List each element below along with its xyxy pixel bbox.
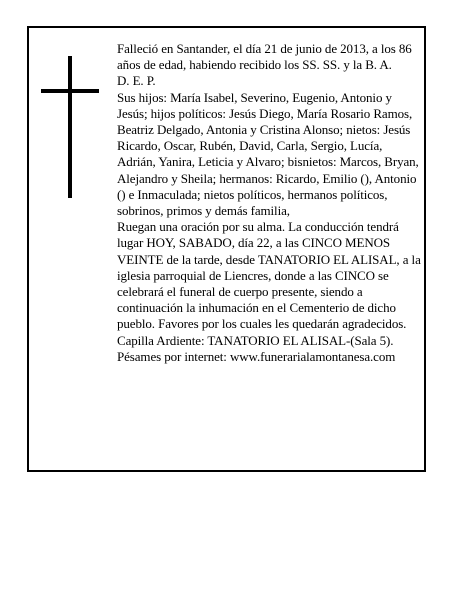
obituary-text bbox=[117, 41, 421, 365]
rest-in-peace: D. E. P. bbox=[117, 73, 156, 89]
obituary-notice bbox=[27, 26, 426, 472]
family-list: Sus hijos: María Isabel, Severino, Eugenio, Antonio y Jesús; hijos políticos: Jesús Diego, María Rosario Ramos, Beatriz Delgado, Antonia y Cristina Alonso; nietos: Jesús Ricardo, Oscar, Rubén, David, Carla, Sergio, Lucía, Adrián, Yanira, Leticia y Alvaro; bisnietos: Marcos, Bryan, Alejandro y Sheila; hermanos: Ricardo, Emilio (), Antonio () e Inmaculada; nietos políticos, hermanos políticos, sobrinos, primos y demás familia, bbox=[117, 89, 419, 219]
cross-vertical-bar bbox=[68, 56, 72, 198]
death-announcement: Falleció en Santander, el día 21 de junio de 2013, a los 86 años de edad, habiendo recibido los SS. SS. y la B. A. bbox=[117, 41, 412, 73]
funeral-details: Ruegan una oración por su alma. La conducción tendrá lugar HOY, SABADO, día 22, a las CINCO MENOS VEINTE de la tarde, desde TANATORIO EL ALISAL, a la iglesia parroquial de Liencres, donde a las CINCO se celebrará el funeral de cuerpo presente, siendo a continuación la inhumación en el Cementerio de dicho pueblo. Favores por los cuales les quedarán agradecidos. Capilla Ardiente: TANATORIO EL ALISAL-(Sala 5). bbox=[117, 219, 421, 348]
condolences-website: Pésames por internet: www.funerarialamontanesa.com bbox=[117, 348, 396, 364]
cross-icon bbox=[41, 56, 99, 198]
cross-horizontal-bar bbox=[41, 89, 99, 93]
